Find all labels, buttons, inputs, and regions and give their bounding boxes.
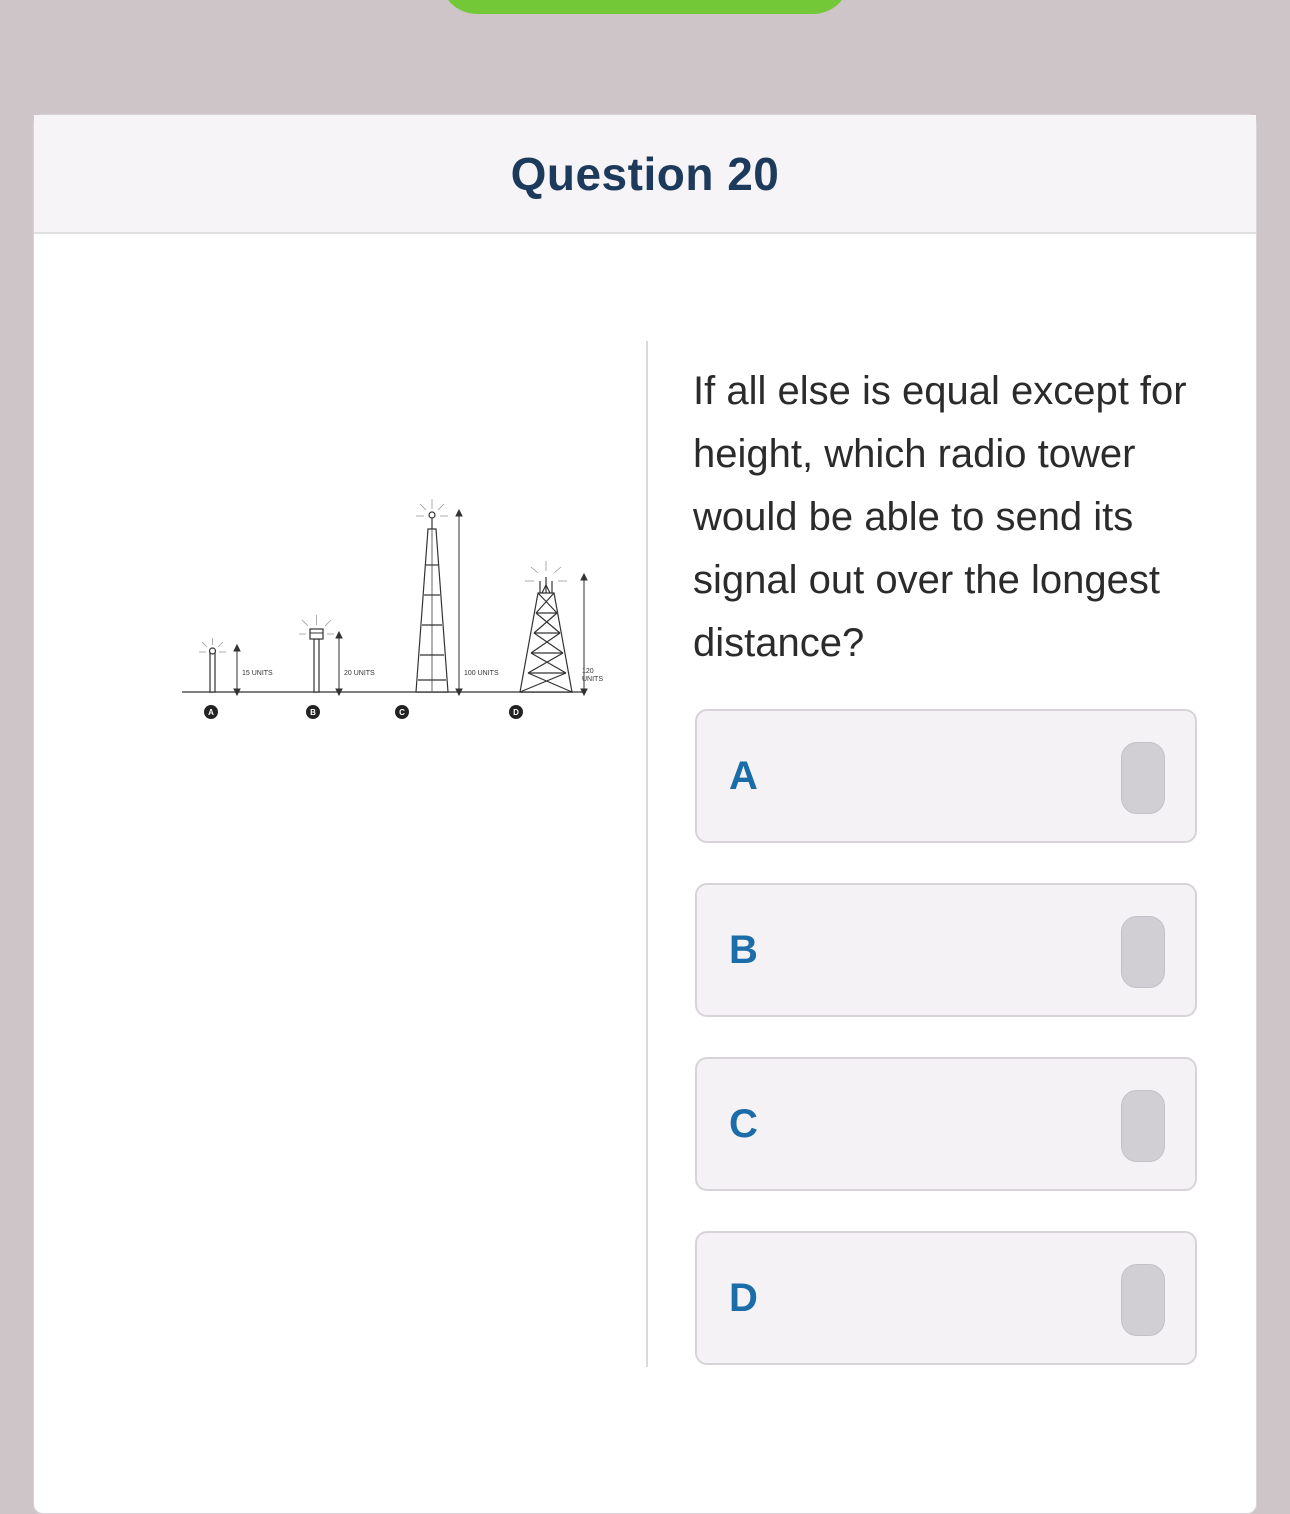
tower-d-height-label-line1: 120 — [582, 668, 594, 675]
tower-b-height-arrow — [336, 632, 342, 695]
answer-option-b[interactable] — [695, 883, 1197, 1017]
answer-select-indicator — [1121, 1264, 1165, 1336]
tower-c-height-arrow — [456, 510, 462, 695]
tower-a-height-label: 15 UNITS — [242, 670, 273, 677]
svg-text:C: C — [399, 708, 405, 717]
answer-option-d[interactable] — [695, 1231, 1197, 1365]
answer-option-label: C — [729, 1102, 758, 1146]
tower-c-height-label: 100 UNITS — [464, 670, 499, 677]
tower-b-marker — [306, 705, 320, 719]
answer-option-c[interactable] — [695, 1057, 1197, 1191]
svg-text:B: B — [310, 708, 316, 717]
tower-d-marker — [509, 705, 523, 719]
question-header — [34, 115, 1256, 234]
column-divider — [646, 341, 648, 1367]
question-text: If all else is equal except for height, which radio tower would be able to send its signal out over the longest distance? — [693, 369, 1187, 665]
tower-d-height-label-line2: UNITS — [582, 676, 603, 683]
answer-option-label: B — [729, 928, 758, 972]
top-action-button[interactable] — [440, 0, 850, 14]
tower-c-marker — [395, 705, 409, 719]
tower-b-height-label: 20 UNITS — [344, 670, 375, 677]
answer-option-label: D — [729, 1276, 758, 1320]
radio-towers-figure — [174, 445, 603, 745]
tower-a-height-arrow — [234, 645, 240, 695]
tower-a-marker — [204, 705, 218, 719]
tower-c — [416, 512, 448, 692]
question-card — [33, 114, 1257, 1514]
tower-a — [199, 638, 226, 692]
svg-text:A: A — [208, 708, 214, 717]
answer-option-label: A — [729, 754, 758, 798]
svg-text:D: D — [513, 708, 519, 717]
tower-d — [520, 577, 572, 692]
answer-option-a[interactable] — [695, 709, 1197, 843]
tower-b — [299, 615, 334, 692]
answer-select-indicator — [1121, 916, 1165, 988]
question-title: Question 20 — [510, 147, 780, 200]
answer-select-indicator — [1121, 742, 1165, 814]
answer-select-indicator — [1121, 1090, 1165, 1162]
